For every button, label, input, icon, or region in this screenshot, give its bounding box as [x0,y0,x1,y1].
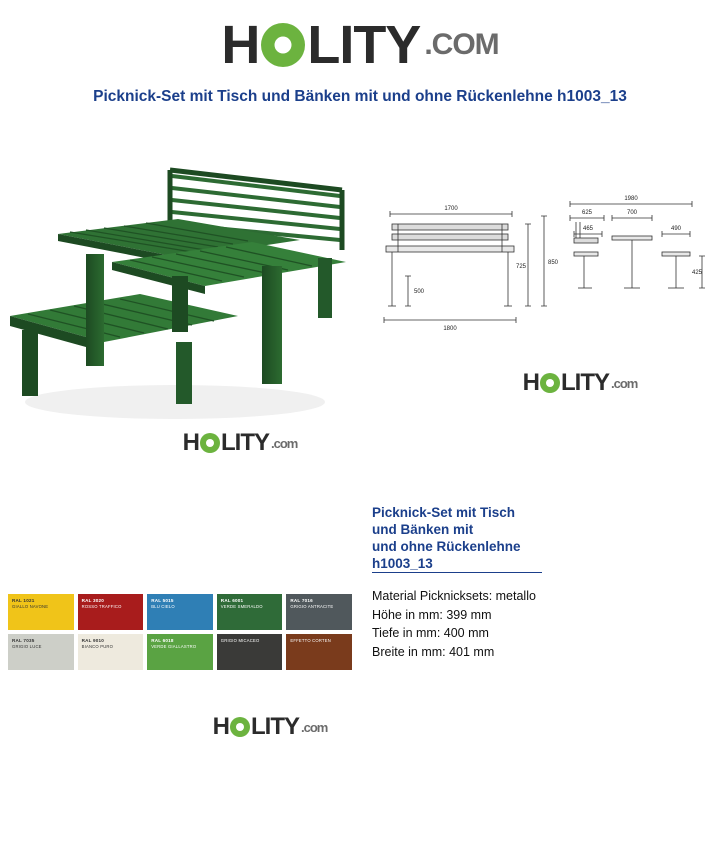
logo-ring-icon [261,23,305,67]
swatch-color-name: GRIGIO ANTRACITE [290,604,334,609]
product-specs [372,587,702,661]
logo-ring-icon [540,373,560,393]
logo-letter-h: H [522,369,539,396]
swatch-color-name: ROSSO TRAFFICO [81,604,122,609]
swatch-ral-code: RAL 7035 [12,638,35,643]
technical-drawing-svg [362,176,714,376]
swatch-ral-code: RAL 5015 [151,598,174,603]
swatch-color-name: GRIGIO LUCE [12,644,42,649]
logo-suffix: .com [271,435,298,451]
page-title: Picknick-Set mit Tisch und Bänken mit und ohne Rückenlehne h1003_13 [93,88,627,105]
logo-letters-lity: LITY [251,713,299,740]
color-swatch-grid [8,594,352,670]
logo-letters-lity: LITY [307,15,421,75]
product-photo-illustration [0,134,360,434]
dim-490: 490 [670,226,682,232]
swatch-color-name: VERDE GIALLASTRO [151,644,197,649]
dim-465: 465 [582,226,594,232]
logo-suffix: .com [611,375,638,391]
dim-725: 725 [516,264,527,270]
logo-letter-h: H [212,713,229,740]
swatch-ral-code: RAL 9010 [81,638,105,643]
dim-625: 625 [581,210,593,216]
dim-1700: 1700 [444,206,458,212]
logo-letters-lity: LITY [221,429,269,456]
product-photo [0,134,360,434]
color-swatch[interactable] [217,594,283,630]
dim-1980: 1980 [624,196,638,202]
spec-depth: Tiefe in mm: 400 mm [372,626,489,640]
spec-width: Breite in mm: 401 mm [372,644,495,659]
logo-ring-icon [230,717,250,737]
product-info-block [372,504,702,661]
site-logo-technical [480,368,680,398]
dim-425: 425 [692,270,703,276]
logo-letter-h: H [221,15,260,75]
product-title [372,504,702,555]
product-title-line-2: und Bänken mit [372,522,474,537]
swatch-color-name: GRIGIO MICACEO [220,638,260,643]
color-swatch[interactable] [147,594,213,630]
product-title-line-3: und ohne Rückenlehne [372,539,521,554]
spec-material: Material Picknicksets: metallo [372,589,536,603]
logo-suffix: .com [301,719,328,735]
swatch-color-name: BIANCO PURO [81,644,114,649]
spec-height: Höhe in mm: 399 mm [372,607,492,622]
swatch-ral-code: RAL 1021 [12,598,35,603]
logo-suffix: .COM [424,28,499,61]
site-logo-header [0,16,720,74]
color-swatch[interactable] [8,634,74,670]
dim-850: 850 [548,260,559,266]
dim-700: 700 [626,210,638,216]
product-code: h1003_13 [372,556,542,573]
dim-1800: 1800 [443,326,457,332]
site-logo-footer [140,712,400,742]
swatch-ral-code: RAL 6001 [220,598,244,603]
swatch-color-name: VERDE SMERALDO [220,604,263,609]
logo-letters-lity: LITY [561,369,609,396]
logo-ring-icon [200,433,220,453]
color-swatch[interactable] [78,634,144,670]
swatch-ral-code: RAL 6018 [151,638,174,643]
color-swatch[interactable] [286,634,352,670]
product-title-line-1: Picknick-Set mit Tisch [372,505,516,520]
color-swatch[interactable] [217,634,283,670]
logo-letter-h: H [182,429,199,456]
color-swatch[interactable] [147,634,213,670]
swatch-ral-code: RAL 7016 [290,598,313,603]
dim-500: 500 [414,289,425,295]
color-swatch[interactable] [8,594,74,630]
technical-drawing [362,176,714,376]
swatch-ral-code: RAL 3020 [81,598,105,603]
swatch-color-name: GIALLO NAVONE [12,604,49,609]
swatch-color-name: EFFETTO CORTEN [290,638,331,643]
swatch-color-name: BLU CIELO [151,604,175,609]
color-swatch[interactable] [78,594,144,630]
site-logo-photo [120,428,360,458]
color-swatch[interactable] [286,594,352,630]
